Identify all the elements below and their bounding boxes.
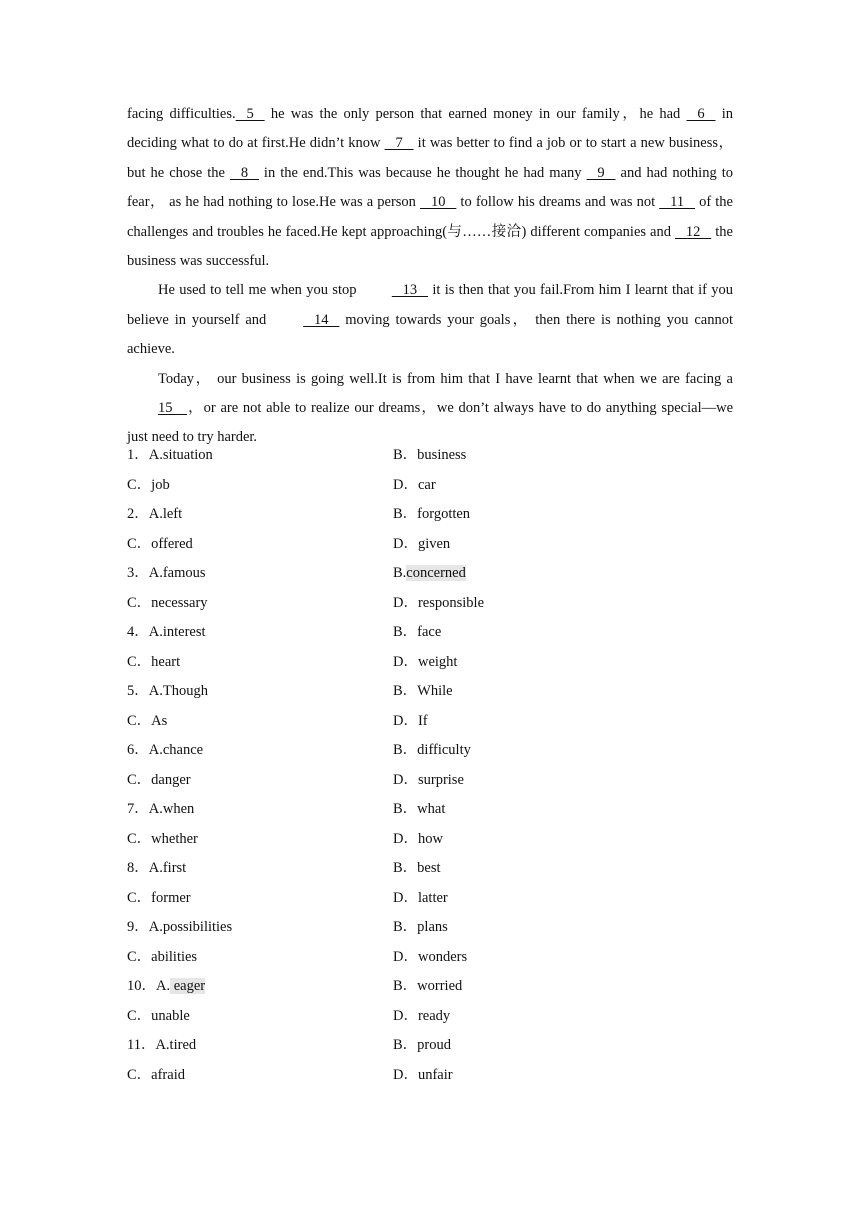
option-right [393, 795, 445, 825]
answer-blank: 12 [675, 223, 712, 240]
text-run: C．abilities [127, 948, 198, 965]
answer-blank: 6 [686, 106, 716, 122]
option-row [127, 736, 733, 766]
passage-paragraph [127, 276, 733, 364]
option-right [393, 943, 467, 973]
text-run: C．whether [127, 830, 198, 847]
option-left [127, 972, 205, 1002]
text-run: the business was successful. [127, 223, 733, 270]
text-run: 1．A.situation [127, 447, 213, 463]
text-run: D．latter [393, 889, 448, 906]
text-run: D．how [393, 830, 443, 847]
option-row [127, 677, 733, 707]
text-run: D．responsible [393, 594, 485, 611]
text-run: he was the only person that earned money in our family，he had [264, 106, 687, 122]
text-run: D．wonders [393, 948, 468, 965]
option-left [127, 530, 193, 560]
option-left [127, 884, 191, 914]
option-right [393, 500, 470, 530]
answer-blank: 15 [158, 400, 187, 417]
option-right [393, 736, 471, 766]
option-right [393, 1002, 450, 1032]
option-right [393, 441, 466, 471]
option-row [127, 559, 733, 589]
text-run: C．danger [127, 771, 191, 788]
option-left [127, 707, 167, 737]
option-left [127, 589, 208, 619]
highlighted-word: eager [170, 978, 206, 994]
option-left [127, 677, 208, 707]
option-left [127, 795, 194, 825]
text-run: B．what [393, 801, 446, 817]
option-row [127, 1002, 733, 1032]
option-left [127, 471, 170, 501]
option-left [127, 913, 232, 943]
passage-paragraph [127, 100, 733, 276]
text-run: B. [393, 565, 407, 581]
text-run: in the end.This was because he thought he had many [258, 164, 587, 181]
option-right [393, 707, 428, 737]
text-run: C．afraid [127, 1066, 185, 1083]
text-run: it was better to find a job or to start a new business，but he chose the [127, 135, 733, 181]
option-left [127, 943, 197, 973]
option-row [127, 530, 733, 560]
option-row [127, 618, 733, 648]
text-run: D．surprise [393, 771, 464, 788]
text-run: 6．A.chance [127, 742, 204, 758]
option-left [127, 1002, 190, 1032]
text-run: 8．A.first [127, 860, 187, 876]
text-run: D．car [393, 476, 436, 493]
text-run: 11．A.tired [127, 1037, 197, 1053]
text-run: Today， our business is going well.It is from him that I have learnt that when we are facing a [158, 370, 733, 387]
text-run: B．worried [393, 978, 463, 994]
option-right [393, 530, 450, 560]
option-row [127, 648, 733, 678]
option-left [127, 1061, 185, 1091]
option-right [393, 766, 464, 796]
option-right [393, 1061, 453, 1091]
option-left [127, 500, 182, 530]
option-row [127, 766, 733, 796]
option-row [127, 943, 733, 973]
answer-blank: 5 [235, 106, 265, 122]
text-run: 9．A.possibilities [127, 919, 233, 935]
option-left [127, 648, 180, 678]
option-row [127, 825, 733, 855]
text-run: 10．A. [127, 978, 171, 994]
text-run: C．necessary [127, 594, 208, 611]
option-left [127, 1031, 196, 1061]
text-run: and had nothing to fear， as he had nothing to lose.He was a person [127, 164, 733, 211]
option-right [393, 913, 448, 943]
text-run: He used to tell me when you stop [158, 282, 361, 299]
option-left [127, 854, 186, 884]
option-right [393, 589, 484, 619]
option-row [127, 854, 733, 884]
option-row [127, 795, 733, 825]
option-row [127, 707, 733, 737]
option-right [393, 648, 457, 678]
text-run: D．given [393, 535, 451, 552]
text-run: D．unfair [393, 1066, 453, 1083]
option-row [127, 1061, 733, 1091]
text-run: facing difficulties. [127, 106, 236, 122]
text-run: in deciding what to do at first.He didn’t know [127, 106, 734, 152]
option-right [393, 618, 441, 648]
option-left [127, 766, 191, 796]
option-left [127, 825, 198, 855]
answer-options [127, 441, 733, 1090]
text-run: B．plans [393, 919, 448, 935]
option-right [393, 1031, 451, 1061]
text-run: 2．A.left [127, 506, 183, 522]
text-run: 5．A.Though [127, 683, 208, 699]
text-run: B．difficulty [393, 742, 471, 758]
option-right [393, 854, 441, 884]
passage-paragraph [127, 365, 733, 453]
text-run: to follow his dreams and was not [456, 194, 660, 211]
answer-blank: 9 [586, 164, 616, 181]
option-right [393, 972, 462, 1002]
option-right [393, 559, 466, 589]
text-run: B．business [393, 447, 467, 463]
text-run: B．best [393, 860, 441, 876]
option-row [127, 589, 733, 619]
option-row [127, 441, 733, 471]
answer-blank: 10 [420, 194, 457, 211]
text-run: B．forgotten [393, 506, 471, 522]
text-run: C．unable [127, 1007, 190, 1024]
text-run: 4．A.interest [127, 624, 206, 640]
highlighted-word: concerned [406, 565, 466, 581]
option-right [393, 471, 436, 501]
text-run: B．proud [393, 1037, 451, 1053]
text-run: D．weight [393, 653, 458, 670]
option-row [127, 972, 733, 1002]
text-run: C．job [127, 476, 170, 493]
answer-blank: 13 [391, 282, 429, 299]
option-row [127, 500, 733, 530]
option-left [127, 559, 206, 589]
text-run: B．face [393, 624, 442, 640]
option-right [393, 677, 453, 707]
text-run: it is then that you fail.From him I learnt that if you believe in yourself and [127, 282, 733, 328]
option-row [127, 913, 733, 943]
text-run: 7．A.when [127, 801, 195, 817]
option-row [127, 471, 733, 501]
answer-blank: 8 [229, 164, 259, 181]
text-run: ，or are not able to realize our dreams，we don’t always have to do anything special—we just need to try harder. [127, 400, 733, 446]
option-left [127, 618, 206, 648]
option-left [127, 441, 213, 471]
answer-blank: 14 [303, 311, 340, 328]
cloze-passage [127, 100, 733, 453]
text-run: of the challenges and troubles he faced.He kept approaching(与……接洽) different companies and [127, 194, 733, 240]
option-row [127, 1031, 733, 1061]
text-run: C．former [127, 889, 191, 906]
text-run: moving towards your goals， then there is nothing you cannot achieve. [127, 311, 733, 358]
text-run: C．heart [127, 653, 181, 670]
answer-blank: 11 [659, 194, 695, 211]
option-left [127, 736, 203, 766]
option-row [127, 884, 733, 914]
text-run: B．While [393, 683, 453, 699]
option-right [393, 884, 448, 914]
text-run: D．ready [393, 1007, 451, 1024]
text-run: 3．A.famous [127, 565, 206, 581]
option-right [393, 825, 443, 855]
answer-blank: 7 [384, 135, 414, 152]
text-run: C．offered [127, 535, 193, 552]
text-run: D．If [393, 712, 428, 729]
text-run: C．As [127, 712, 168, 729]
